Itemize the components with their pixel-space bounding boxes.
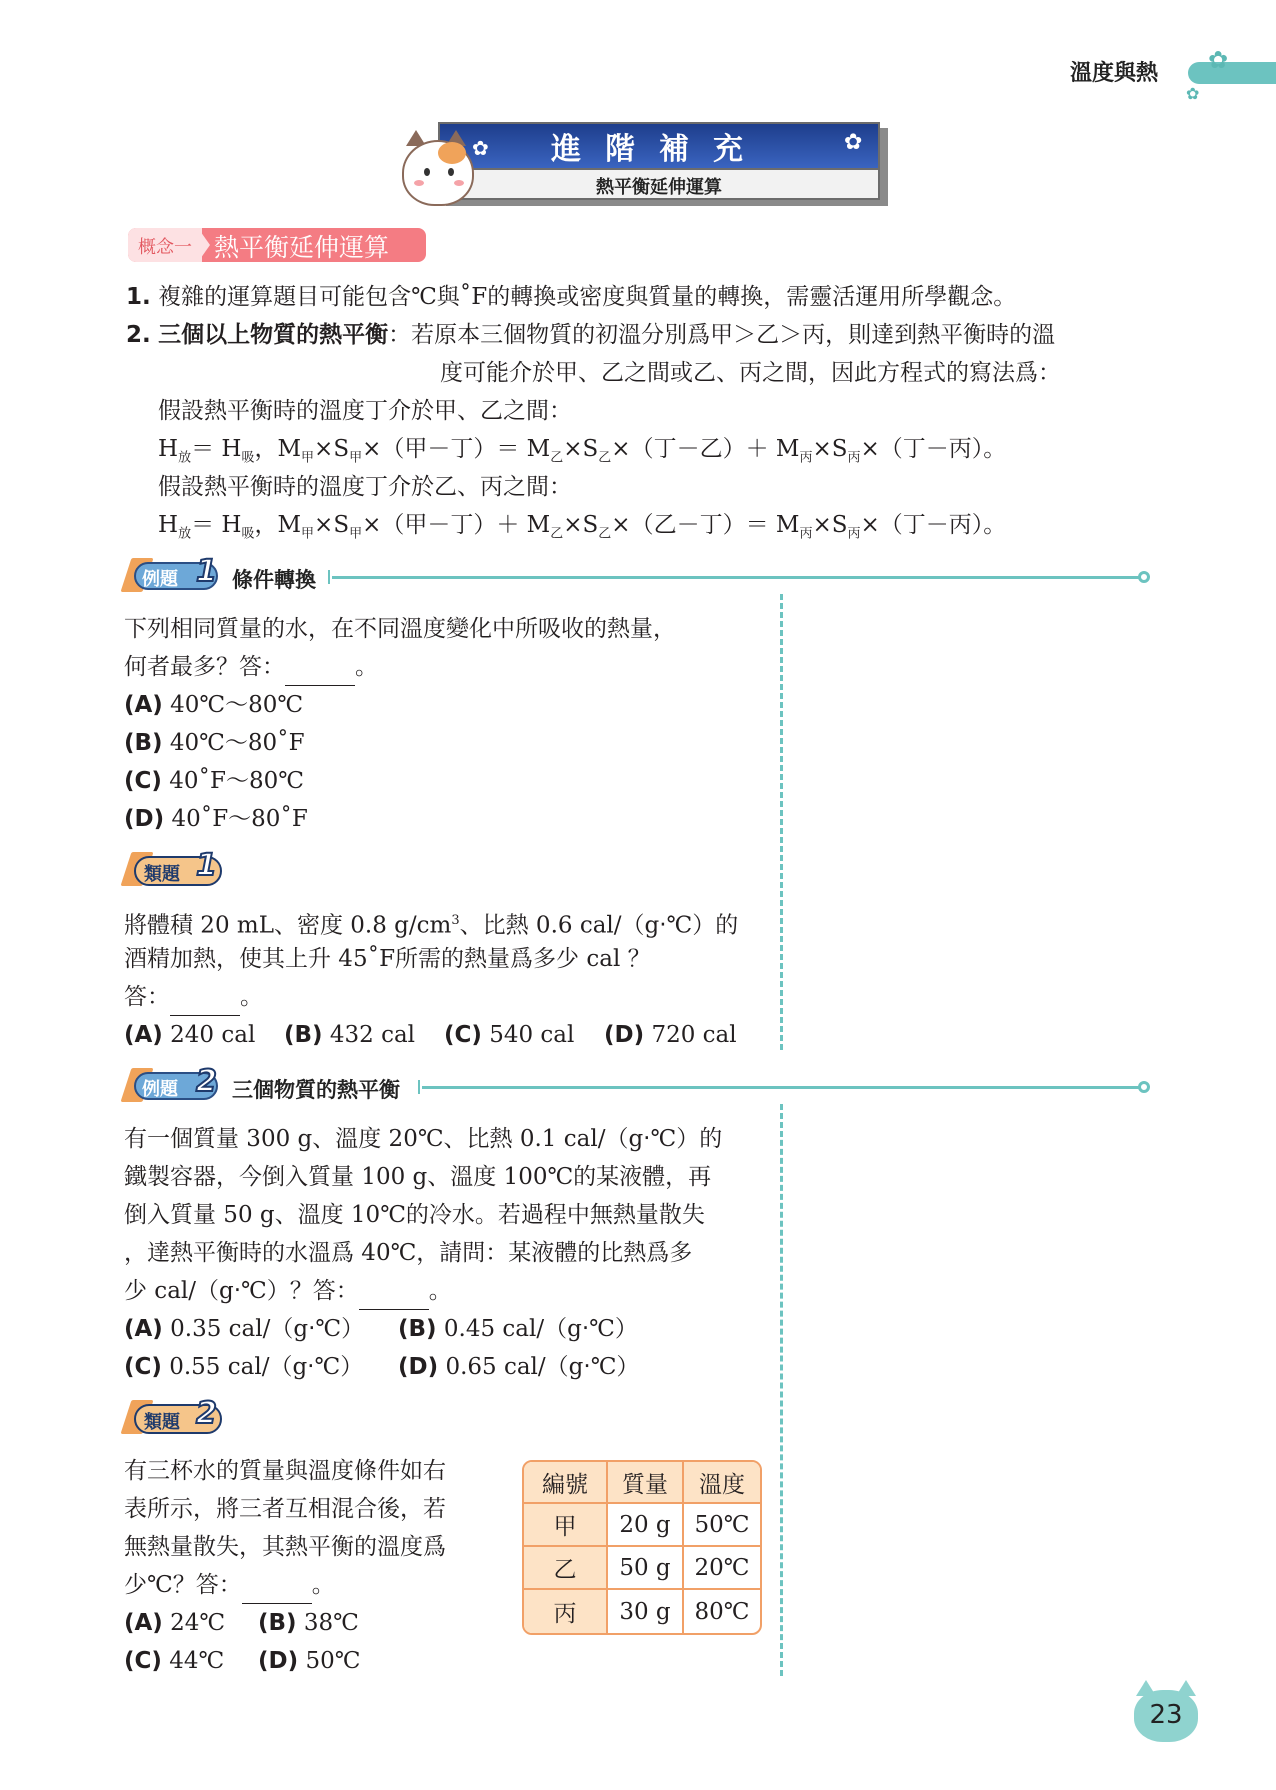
option-c[interactable]: (C) 44℃: [124, 1648, 225, 1674]
divider-tick: [418, 1080, 420, 1094]
answer-divider: [780, 594, 783, 1050]
example-1-question-line-1: 下列相同質量的水，在不同溫度變化中所吸收的熱量，: [124, 616, 676, 642]
concept-label: 概念一: [138, 237, 192, 258]
paw-icon: ✿: [844, 130, 863, 155]
table-header: 質量: [608, 1462, 684, 1504]
section-end-dot: [1138, 1081, 1150, 1093]
table-cell: 乙: [524, 1547, 608, 1590]
divider-tick: [328, 570, 330, 584]
concept-arrow: [198, 228, 210, 262]
case-2-label: 假設熱平衡時的溫度丁介於乙、丙之間：: [158, 474, 572, 500]
option-a[interactable]: (A) 40℃～80℃: [124, 692, 304, 718]
answer-blank[interactable]: [242, 1576, 312, 1604]
option-d[interactable]: (D) 720 cal: [604, 1022, 737, 1048]
example-1-number: 1: [196, 554, 217, 589]
practice-1-number: 1: [196, 848, 217, 883]
section-line: [422, 1086, 1140, 1089]
option-d[interactable]: (D) 50℃: [258, 1648, 361, 1674]
table-cell: 丙: [524, 1590, 608, 1633]
page-number: 23: [1149, 1700, 1183, 1730]
intro-item-2: 2. 三個以上物質的熱平衡：若原本三個物質的初溫分別爲甲＞乙＞丙，則達到熱平衡時的溫: [126, 322, 1056, 348]
example-2-question-line-4: ，達熱平衡時的水溫爲 40℃，請問：某液體的比熱爲多: [124, 1240, 693, 1266]
equation-2: $H_放= H_吸$，$M_甲\times S_甲\times$（甲－丁）＋ $M_乙\times S_乙\times$（乙－丁）＝ $M_丙\times S_丙\times$（丁－丙）。: [158, 512, 1007, 542]
paw-icon: ✿: [472, 136, 489, 160]
option-b[interactable]: (B) 38℃: [258, 1610, 359, 1636]
intro-item-1: 1. 複雜的運算題目可能包含℃與˚F的轉換或密度與質量的轉換，需靈活運用所學觀念。: [126, 284, 1017, 310]
table-row: [524, 1504, 760, 1547]
practice-1-question-line-3: 答： 。: [124, 978, 263, 1016]
option-d[interactable]: (D) 0.65 cal/（g‧℃）: [398, 1354, 640, 1380]
answer-divider: [780, 1104, 783, 1676]
practice-1-question-line-1: 將體積 20 mL、密度 0.8 $g/cm^3$、比熱 0.6 cal/（g‧℃）的: [124, 912, 739, 939]
table-cell: 50 g: [608, 1547, 684, 1590]
practice-2-number: 2: [196, 1396, 217, 1431]
example-2-question-line-1: 有一個質量 300 g、溫度 20℃、比熱 0.1 cal/（g‧℃）的: [124, 1126, 723, 1152]
practice-2-question-line-4: 少℃？答： 。: [124, 1566, 335, 1604]
paw-icon: ✿: [1208, 46, 1229, 74]
table-row: [524, 1590, 760, 1633]
section-end-dot: [1138, 571, 1150, 583]
option-a[interactable]: (A) 240 cal: [124, 1022, 256, 1048]
table-cell: 30 g: [608, 1590, 684, 1633]
chapter-tab: [1188, 62, 1276, 84]
option-a[interactable]: (A) 0.35 cal/（g‧℃）: [124, 1316, 365, 1342]
table-header: 編號: [524, 1462, 608, 1504]
practice-2-question-line-2: 表所示，將三者互相混合後，若: [124, 1496, 446, 1522]
table-cell: 80℃: [694, 1598, 750, 1625]
paw-icon: ✿: [1186, 84, 1200, 103]
example-1-question-line-2: 何者最多？答： 。: [124, 648, 378, 686]
example-2-badge-text: 例題: [142, 1079, 178, 1100]
option-c[interactable]: (C) 540 cal: [444, 1022, 575, 1048]
case-1-label: 假設熱平衡時的溫度丁介於甲、乙之間：: [158, 398, 572, 424]
practice-1-question-line-2: 酒精加熱，使其上升 45˚F所需的熱量爲多少 cal ？: [124, 946, 651, 972]
table-cell: 20 g: [608, 1504, 684, 1547]
practice-1-badge-text: 類題: [144, 864, 180, 885]
practice-2-question-line-3: 無熱量散失，其熱平衡的溫度爲: [124, 1534, 446, 1560]
table-cell: 20℃: [684, 1547, 760, 1590]
option-c[interactable]: (C) 0.55 cal/（g‧℃）: [124, 1354, 364, 1380]
banner-title: 進階補充: [551, 132, 767, 167]
banner-subtitle: 熱平衡延伸運算: [596, 177, 722, 198]
intro-item-2-cont: 度可能介於甲、乙之間或乙、丙之間，因此方程式的寫法爲：: [440, 360, 1061, 386]
chapter-title: 溫度與熱: [1069, 61, 1158, 86]
table-header: 溫度: [684, 1462, 760, 1504]
option-a[interactable]: (A) 24℃: [124, 1610, 226, 1636]
practice-2-question-line-1: 有三杯水的質量與溫度條件如右: [124, 1458, 446, 1484]
table-cell: 甲: [524, 1504, 608, 1547]
concept-title: 熱平衡延伸運算: [214, 233, 390, 262]
example-2-title: 三個物質的熱平衡: [232, 1078, 400, 1102]
practice-2-badge-text: 類題: [144, 1412, 180, 1433]
option-b[interactable]: (B) 40℃～80˚F: [124, 730, 305, 756]
option-b[interactable]: (B) 0.45 cal/（g‧℃）: [398, 1316, 638, 1342]
example-1-badge-text: 例題: [142, 569, 178, 590]
option-c[interactable]: (C) 40˚F～80℃: [124, 768, 304, 794]
option-b[interactable]: (B) 432 cal: [284, 1022, 416, 1048]
water-conditions-table: [522, 1460, 762, 1635]
example-2-question-line-3: 倒入質量 50 g、溫度 10℃的冷水。若過程中無熱量散失: [124, 1202, 705, 1228]
answer-blank[interactable]: [170, 988, 240, 1016]
answer-blank[interactable]: [285, 658, 355, 686]
example-2-number: 2: [196, 1064, 217, 1099]
section-line: [332, 576, 1140, 579]
equation-1: $H_放= H_吸$，$M_甲\times S_甲\times$（甲－丁）＝ $M_乙\times S_乙\times$（丁－乙）＋ $M_丙\times S_丙\times$（丁－丙）。: [158, 436, 1007, 466]
table-row: [524, 1547, 760, 1590]
table-cell: 50℃: [684, 1504, 760, 1547]
answer-blank[interactable]: [359, 1282, 429, 1310]
option-d[interactable]: (D) 40˚F～80˚F: [124, 806, 308, 832]
example-2-question-line-5: 少 cal/（g‧℃）？答： 。: [124, 1272, 452, 1310]
example-1-title: 條件轉換: [232, 568, 316, 592]
example-2-question-line-2: 鐵製容器，今倒入質量 100 g、溫度 100℃的某液體，再: [124, 1164, 712, 1190]
cat-mascot-icon: [400, 130, 480, 210]
